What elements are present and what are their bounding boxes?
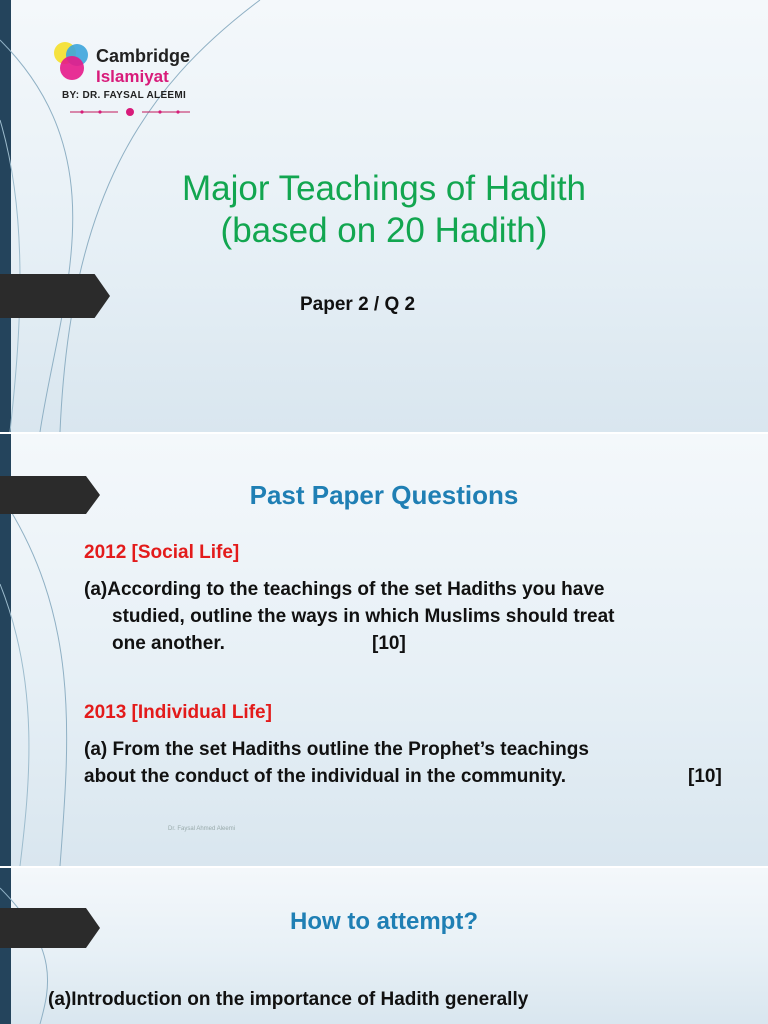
logo-line3: BY: DR. FAYSAL ALEEMI bbox=[62, 90, 187, 101]
title-line-2: (based on 20 Hadith) bbox=[220, 211, 548, 250]
instruction-line1: (a)Introduction on the importance of Hadith generally bbox=[48, 989, 529, 1010]
section-heading: Past Paper Questions bbox=[249, 480, 519, 510]
question-2013-line2: about the conduct of the individual in the community. bbox=[84, 766, 567, 787]
logo-line2: Islamiyat bbox=[96, 67, 169, 86]
question-2012-line1: (a)According to the teachings of the set Hadiths you have bbox=[84, 579, 605, 600]
logo bbox=[52, 40, 222, 130]
logo-line1: Cambridge bbox=[96, 46, 191, 66]
footer-author: Dr. Faysal Ahmed Aleemi bbox=[168, 826, 236, 832]
title-line-1: Major Teachings of Hadith bbox=[181, 169, 587, 208]
slide-how-to-attempt bbox=[0, 868, 768, 1024]
question-2012-line2: studied, outline the ways in which Muslims should treat bbox=[112, 606, 615, 627]
slide-title bbox=[0, 0, 768, 432]
question-2013-marks: [10] bbox=[688, 766, 722, 787]
subtitle: Paper 2 / Q 2 bbox=[300, 294, 416, 315]
question-2012-line3: one another. bbox=[112, 633, 225, 654]
logo-circles-icon bbox=[52, 40, 96, 84]
question-tag-2012: 2012 [Social Life] bbox=[84, 542, 240, 563]
question-2013-line1: (a) From the set Hadiths outline the Prophet’s teachings bbox=[84, 739, 589, 760]
arrow-shape bbox=[0, 274, 110, 318]
slide-title-text bbox=[0, 168, 768, 252]
section-heading: How to attempt? bbox=[290, 908, 478, 935]
question-tag-2013: 2013 [Individual Life] bbox=[84, 702, 272, 723]
ornament-icon bbox=[70, 106, 190, 118]
slide-past-papers bbox=[0, 434, 768, 866]
question-2012-marks: [10] bbox=[372, 633, 406, 654]
